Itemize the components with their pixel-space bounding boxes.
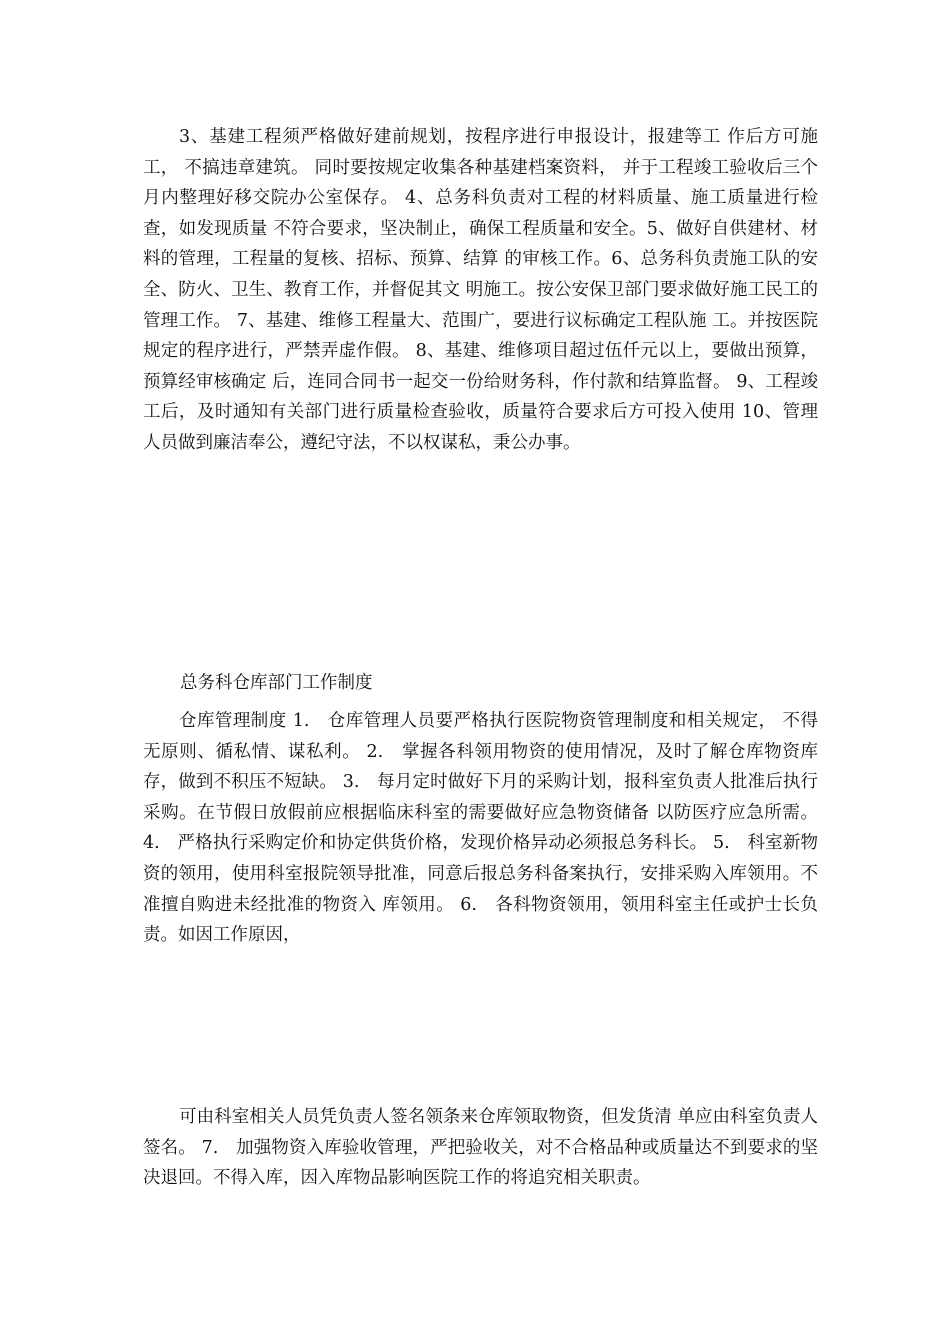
paragraph-warehouse-rules-continued: 可由科室相关人员凭负责人签名领条来仓库领取物资，但发货清 单应由科室负责人签名。 7. 加强物资入库验收管理，严把验收关，对不合格品种或质量达不到要求的坚决退回。不得入库，因入库物品影响医院工作的将追究相关职责。 bbox=[143, 1107, 818, 1189]
section-heading: 总务科仓库部门工作制度 bbox=[180, 673, 373, 693]
paragraph-construction-rules: 3、基建工程须严格做好建前规划，按程序进行申报设计，报建等工 作后方可施工， 不搞违章建筑。 同时要按规定收集各种基建档案资料， 并于工程竣工验收后三个月内整理好移交院办公室保存。 4、总务科负责对工程的材料质量、施工质量进行检查，如发现质量 不符合要求，坚决制止，确保工程质量和安全。5、做好自供建材、材料的管理，工程量的复核、招标、预算、结算 的审核工作。6、总务科负责施工队的安全、防火、卫生、教育工作，并督促其文 明施工。按公安保卫部门要求做好施工民工的管理工作。 7、基建、维修工程量大、范围广，要进行议标确定工程队施 工。并按医院规定的程序进行，严禁弄虚作假。 8、基建、维修项目超过伍仟元以上，要做出预算，预算经审核确定 后，连同合同书一起交一份给财务科，作付款和结算监督。 9、工程竣工后，及时通知有关部门进行质量检查验收，质量符合要求后方可投入使用 10、管理人员做到廉洁奉公，遵纪守法，不以权谋私，秉公办事。 bbox=[143, 127, 818, 453]
paragraph-warehouse-rules: 仓库管理制度 1. 仓库管理人员要严格执行医院物资管理制度和相关规定， 不得 无原则、循私情、谋私利。 2. 掌握各科领用物资的使用情况，及时了解仓库物资库存，做到不积压不短缺。 3. 每月定时做好下月的采购计划，报科室负责人批准后执行采购。在节假日放假前应根据临床科室的需要做好应急物资储备 以防医疗应急所需。 4. 严格执行采购定价和协定供货价格，发现价格异动必须报总务科长。 5. 科室新物资的领用，使用科室报院领导批准，同意后报总务科备案执行，安排采购入库领用。不准擅自购进未经批准的物资入 库领用。 6. 各科物资领用，领用科室主任或护士长负责。如因工作原因， bbox=[143, 711, 818, 946]
